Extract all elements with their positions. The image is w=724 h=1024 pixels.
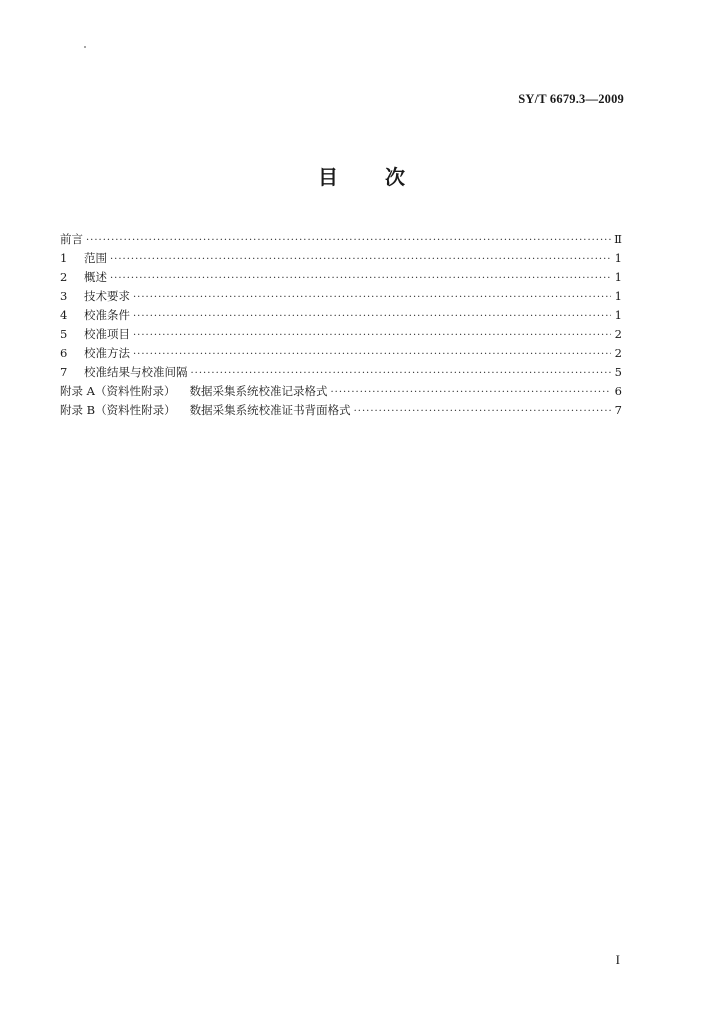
- toc-entry-2[interactable]: [60, 268, 622, 287]
- toc-entry-page: 1: [614, 289, 622, 303]
- toc-entry-page: 1: [614, 308, 622, 322]
- toc-entry-page: 7: [614, 403, 622, 417]
- toc-title-part1: 目: [318, 165, 339, 189]
- toc-entry-page: 2: [614, 327, 622, 341]
- toc-entry-4[interactable]: [60, 306, 622, 325]
- toc-entry-label: 附录 B（资料性附录）: [60, 403, 176, 417]
- toc-title-part2: 次: [385, 165, 406, 189]
- toc-entry-annex-a[interactable]: [60, 382, 622, 401]
- toc-leader-dots: [133, 307, 611, 326]
- toc-entry-label: 校准结果与校准间隔: [84, 365, 188, 379]
- toc-entry-3[interactable]: [60, 287, 622, 306]
- toc-entry-page: Ⅱ: [614, 232, 622, 246]
- toc-title: [0, 161, 724, 190]
- toc-entry-number: 2: [60, 270, 68, 284]
- toc-entry-page: 1: [614, 251, 622, 265]
- toc-entry-number: 3: [60, 289, 68, 303]
- toc-leader-dots: [354, 402, 611, 421]
- toc-entry-label: 范围: [84, 251, 107, 265]
- toc-entry-label: 校准方法: [84, 346, 130, 360]
- toc-entry-number: 6: [60, 346, 68, 360]
- toc-entry-page: 2: [614, 346, 622, 360]
- toc-entry-page: 5: [614, 365, 622, 379]
- toc-entry-page: 1: [614, 270, 622, 284]
- page-number: I: [615, 952, 620, 967]
- standard-number: SY/T 6679.3—2009: [518, 92, 624, 106]
- toc-leader-dots: [133, 288, 611, 307]
- toc-leader-dots: [110, 269, 611, 288]
- toc-leader-dots: [133, 345, 611, 364]
- toc-entry-label: 校准条件: [84, 308, 130, 322]
- toc-entry-subtitle: 数据采集系统校准记录格式: [189, 384, 328, 398]
- toc-leader-dots: [133, 326, 611, 345]
- toc-entry-subtitle: 数据采集系统校准证书背面格式: [189, 403, 351, 417]
- toc-entry-number: 5: [60, 327, 68, 341]
- toc-entry-page: 6: [614, 384, 622, 398]
- toc-entry-annex-b[interactable]: [60, 401, 622, 420]
- toc-leader-dots: [86, 231, 611, 250]
- toc-entry-label: 技术要求: [84, 289, 130, 303]
- table-of-contents: [60, 230, 622, 420]
- toc-entry-number: 1: [60, 251, 68, 265]
- toc-entry-foreword[interactable]: [60, 230, 622, 249]
- toc-entry-label: 校准项目: [84, 327, 130, 341]
- toc-entry-label: 概述: [84, 270, 107, 284]
- toc-entry-7[interactable]: [60, 363, 622, 382]
- toc-entry-number: 7: [60, 365, 68, 379]
- toc-entry-1[interactable]: [60, 249, 622, 268]
- toc-entry-number: 4: [60, 308, 68, 322]
- toc-leader-dots: [330, 383, 611, 402]
- toc-leader-dots: [191, 364, 612, 383]
- toc-entry-6[interactable]: [60, 344, 622, 363]
- scan-speck: [84, 46, 86, 48]
- toc-entry-label: 前言: [60, 232, 83, 246]
- toc-entry-label: 附录 A（资料性附录）: [60, 384, 176, 398]
- toc-entry-5[interactable]: [60, 325, 622, 344]
- toc-leader-dots: [110, 250, 611, 269]
